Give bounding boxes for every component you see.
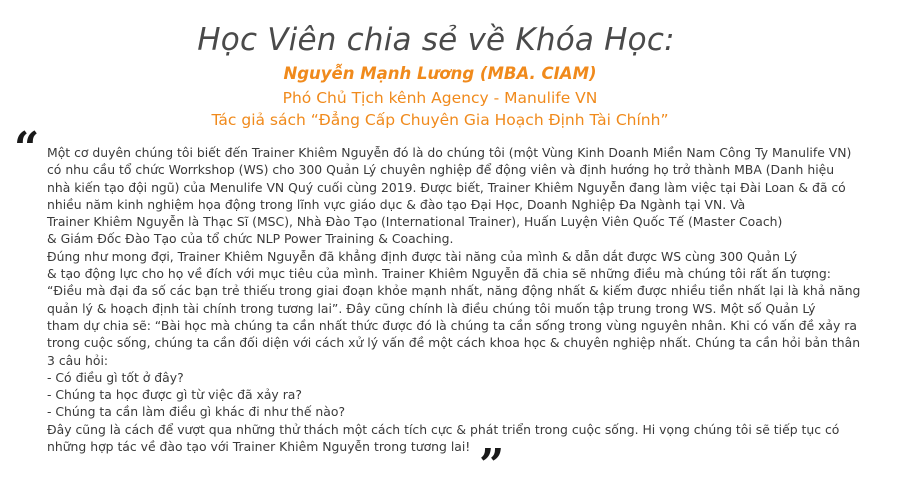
testimonial-line: - Chúng ta học được gì từ việc đã xảy ra? [47, 387, 302, 403]
author-role: Phó Chủ Tịch kênh Agency - Manulife VN [282, 89, 598, 107]
testimonial-line: trong cuộc sống, chúng ta cần đối diện với cách xử lý vấn đề một cách khoa học & chuyên nghiệp nhất. Chúng ta cần hỏi bản thân [47, 335, 861, 351]
page-title: Học Viên chia sẻ về Khóa Học: [197, 22, 675, 58]
testimonial-line: Đúng như mong đợi, Trainer Khiêm Nguyễn đã khẳng định được tài năng của mình & dẫn dắt được WS cùng 300 Quản Lý [47, 248, 798, 264]
testimonial-line: 3 câu hỏi: [47, 352, 109, 368]
testimonial-line: nhà kiến tạo đội ngũ) của Menulife VN Quý cuối cùng 2019. Được biết, Trainer Khiêm Nguyễn đang làm việc tại Đài Loan & đã có [47, 179, 846, 195]
testimonial-line: - Chúng ta cần làm điều gì khác đi như thế nào? [47, 404, 346, 420]
testimonial-line: & tạo động lực cho họ về đích với mục tiêu của mình. Trainer Khiêm Nguyễn đã chia sẽ những điều mà chúng tôi rất ấn tượng: [47, 266, 831, 282]
testimonial-line: Trainer Khiêm Nguyễn là Thạc Sĩ (MSC), Nhà Đào Tạo (International Trainer), Huấn Luyện Viên Quốc Tế (Master Coach) [47, 214, 783, 230]
testimonial-text [47, 144, 897, 455]
testimonial-line: những hợp tác về đào tạo với Trainer Khiêm Nguyễn trong tương lai! [47, 439, 471, 455]
testimonial-line: quản lý & hoạch định tài chính trong tương lai”. Đây cũng chính là điều chúng tôi muốn tập trung trong WS. Một số Quản Lý [47, 300, 816, 316]
author-book: Tác giả sách “Đẳng Cấp Chuyên Gia Hoạch Định Tài Chính” [211, 111, 669, 129]
testimonial-line: “Điều mà đại đa số các bạn trẻ thiếu trong giai đoạn khỏe mạnh nhất, năng động nhất & kiếm được nhiều tiền nhất lại là khả năng [47, 283, 861, 299]
close-quote-icon: ” [479, 440, 505, 491]
testimonial-line: - Có điều gì tốt ở đây? [47, 369, 184, 385]
testimonial-line: nhiều năm kinh nghiệm họa động trong lĩnh vực giáo dục & đào tạo Đại Học, Doanh Nghiệp Đa Ngành tại VN. Và [47, 196, 746, 212]
testimonial-line: tham dự chia sẽ: “Bài học mà chúng ta cần nhất thức được đó là chúng ta cần sống trong vùng nguyên nhân. Khi có vấn đề xảy ra [47, 317, 857, 333]
testimonial-line: Đây cũng là cách để vượt qua những thử thách một cách tích cực & phát triển trong cuộc sống. Hi vọng chúng tôi sẽ tiếp tục có [47, 421, 840, 437]
testimonial-line: & Giám Đốc Đào Tạo của tổ chức NLP Power Training & Coaching. [47, 231, 454, 247]
testimonial-line: có nhu cầu tổ chức Worrkshop (WS) cho 300 Quản Lý chuyên nghiệp để động viên và định hướng họ trở thành MBA (Danh hiệu [47, 162, 835, 178]
author-name: Nguyễn Mạnh Lương (MBA. CIAM) [283, 64, 597, 83]
open-quote-icon: “ [14, 123, 40, 174]
testimonial-line: Một cơ duyên chúng tôi biết đến Trainer Khiêm Nguyễn đó là do chúng tôi (một Vùng Kinh Doanh Miền Nam Công Ty Manulife VN) [47, 145, 852, 160]
